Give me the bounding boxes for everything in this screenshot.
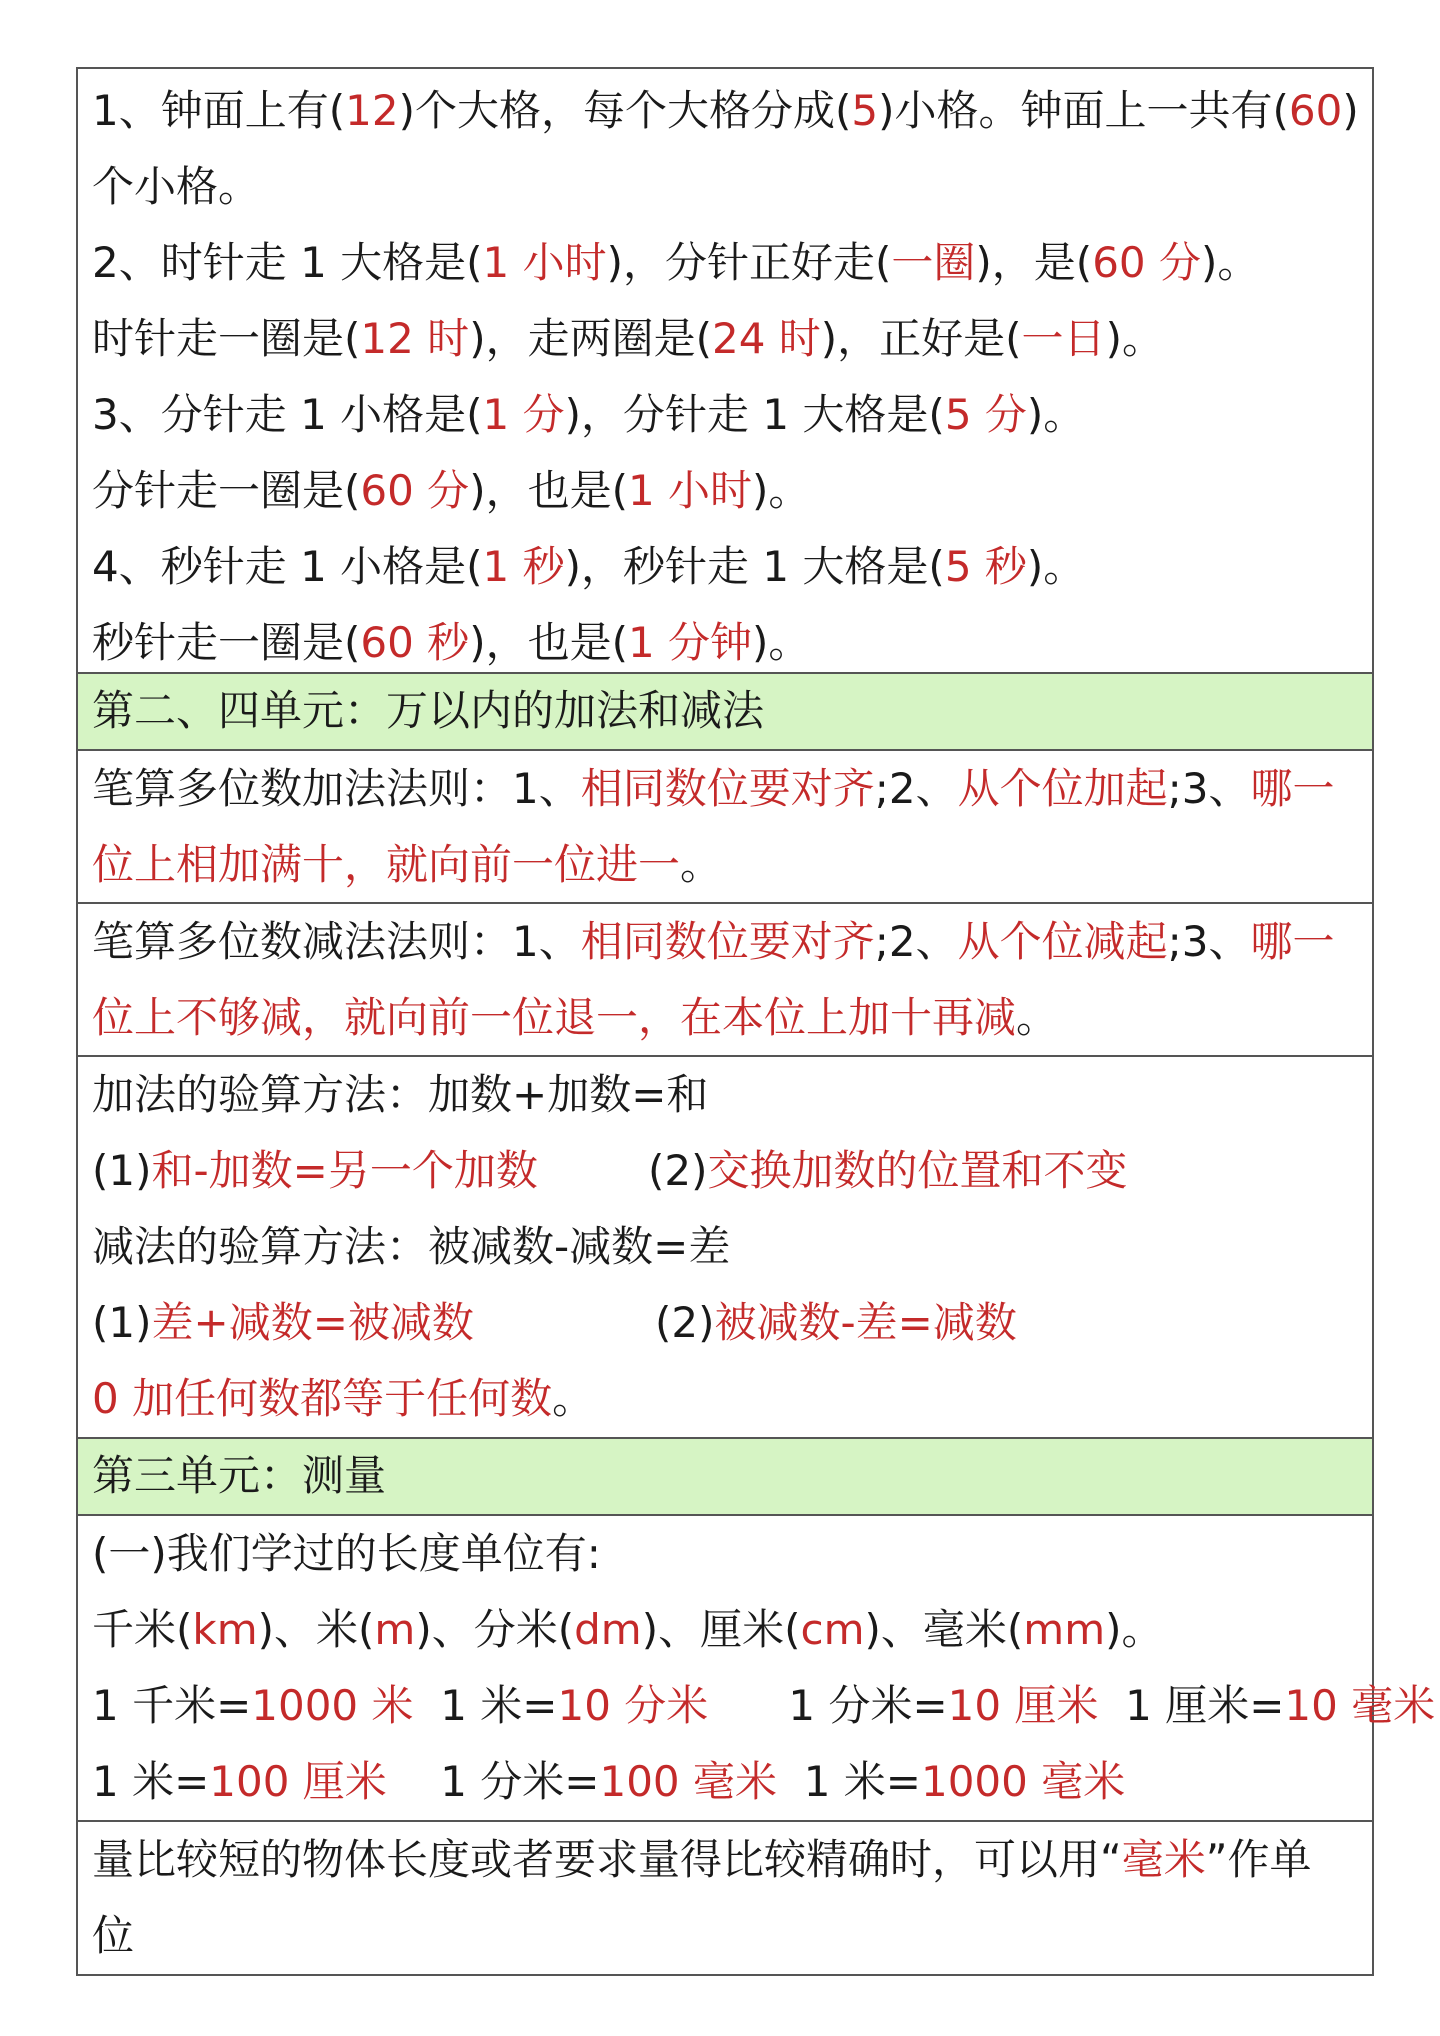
addition-rule-section bbox=[78, 749, 1372, 902]
addition-check-methods bbox=[92, 1133, 1360, 1209]
addition-rule-line-1: 笔算多位数加法法则：1、相同数位要对齐;2、从个位加起;3、哪一 bbox=[92, 764, 1335, 813]
subtraction-check-method-1: (1)差+减数=被减数 bbox=[92, 1298, 474, 1347]
subtraction-check-title: 减法的验算方法：被减数-减数=差 bbox=[92, 1222, 731, 1271]
millimetre-note-section bbox=[78, 1820, 1372, 1974]
clock-line-7: 4、秒针走 1 小格是(1 秒)，秒针走 1 大格是(5 秒)。 bbox=[92, 542, 1086, 591]
clock-line-1: 1、钟面上有(12)个大格，每个大格分成(5)小格。钟面上一共有(60) bbox=[92, 86, 1359, 135]
addition-check-method-2: (2)交换加数的位置和不变 bbox=[648, 1146, 1128, 1195]
unit-3-heading: 第三单元：测量 bbox=[92, 1451, 387, 1500]
millimetre-note-line-2: 位 bbox=[92, 1911, 135, 1960]
clock-line-2: 个小格。 bbox=[92, 162, 261, 211]
length-conversions-2: 1 米=100 厘米 1 分米=100 毫米 1 米=1000 毫米 bbox=[92, 1757, 1126, 1806]
length-units-section bbox=[78, 1514, 1436, 1820]
clock-line-5: 3、分针走 1 小格是(1 分)，分针走 1 大格是(5 分)。 bbox=[92, 390, 1086, 439]
length-conversions-1: 1 千米=1000 米 1 米=10 分米 1 分米=10 厘米 1 厘米=10 毫米 bbox=[92, 1681, 1436, 1730]
length-units-title: (一)我们学过的长度单位有: bbox=[92, 1529, 601, 1578]
notes-table bbox=[76, 67, 1436, 1976]
addition-check-method-1: (1)和-加数=另一个加数 bbox=[92, 1146, 538, 1195]
unit-2-4-heading-row bbox=[78, 672, 1372, 749]
unit-3-heading-row bbox=[78, 1437, 1372, 1514]
subtraction-rule-line-1: 笔算多位数减法法则：1、相同数位要对齐;2、从个位减起;3、哪一 bbox=[92, 917, 1335, 966]
millimetre-note-line-1: 量比较短的物体长度或者要求量得比较精确时，可以用“毫米”作单 bbox=[92, 1835, 1312, 1884]
clock-line-4: 时针走一圈是(12 时)，走两圈是(24 时)，正好是(一日)。 bbox=[92, 314, 1164, 363]
subtraction-check-methods bbox=[92, 1285, 1360, 1361]
clock-facts-section bbox=[78, 69, 1372, 672]
unit-2-4-heading: 第二、四单元：万以内的加法和减法 bbox=[92, 686, 765, 735]
subtraction-check-method-2: (2)被减数-差=减数 bbox=[655, 1298, 1017, 1347]
addition-rule-line-2: 位上相加满十，就向前一位进一。 bbox=[92, 840, 723, 889]
clock-line-3: 2、时针走 1 大格是(1 小时)，分针正好走(一圈)，是(60 分)。 bbox=[92, 238, 1260, 287]
clock-line-6: 分针走一圈是(60 分)，也是(1 小时)。 bbox=[92, 466, 811, 515]
addition-check-title: 加法的验算方法：加数+加数=和 bbox=[92, 1070, 709, 1119]
checking-methods-section bbox=[78, 1055, 1372, 1437]
zero-rule: 0 加任何数都等于任何数。 bbox=[92, 1374, 595, 1423]
clock-line-8: 秒针走一圈是(60 秒)，也是(1 分钟)。 bbox=[92, 618, 811, 667]
subtraction-rule-line-2: 位上不够减，就向前一位退一，在本位上加十再减。 bbox=[92, 993, 1059, 1042]
subtraction-rule-section bbox=[78, 902, 1372, 1055]
length-units-list: 千米(km)、米(m)、分米(dm)、厘米(cm)、毫米(mm)。 bbox=[92, 1605, 1164, 1654]
